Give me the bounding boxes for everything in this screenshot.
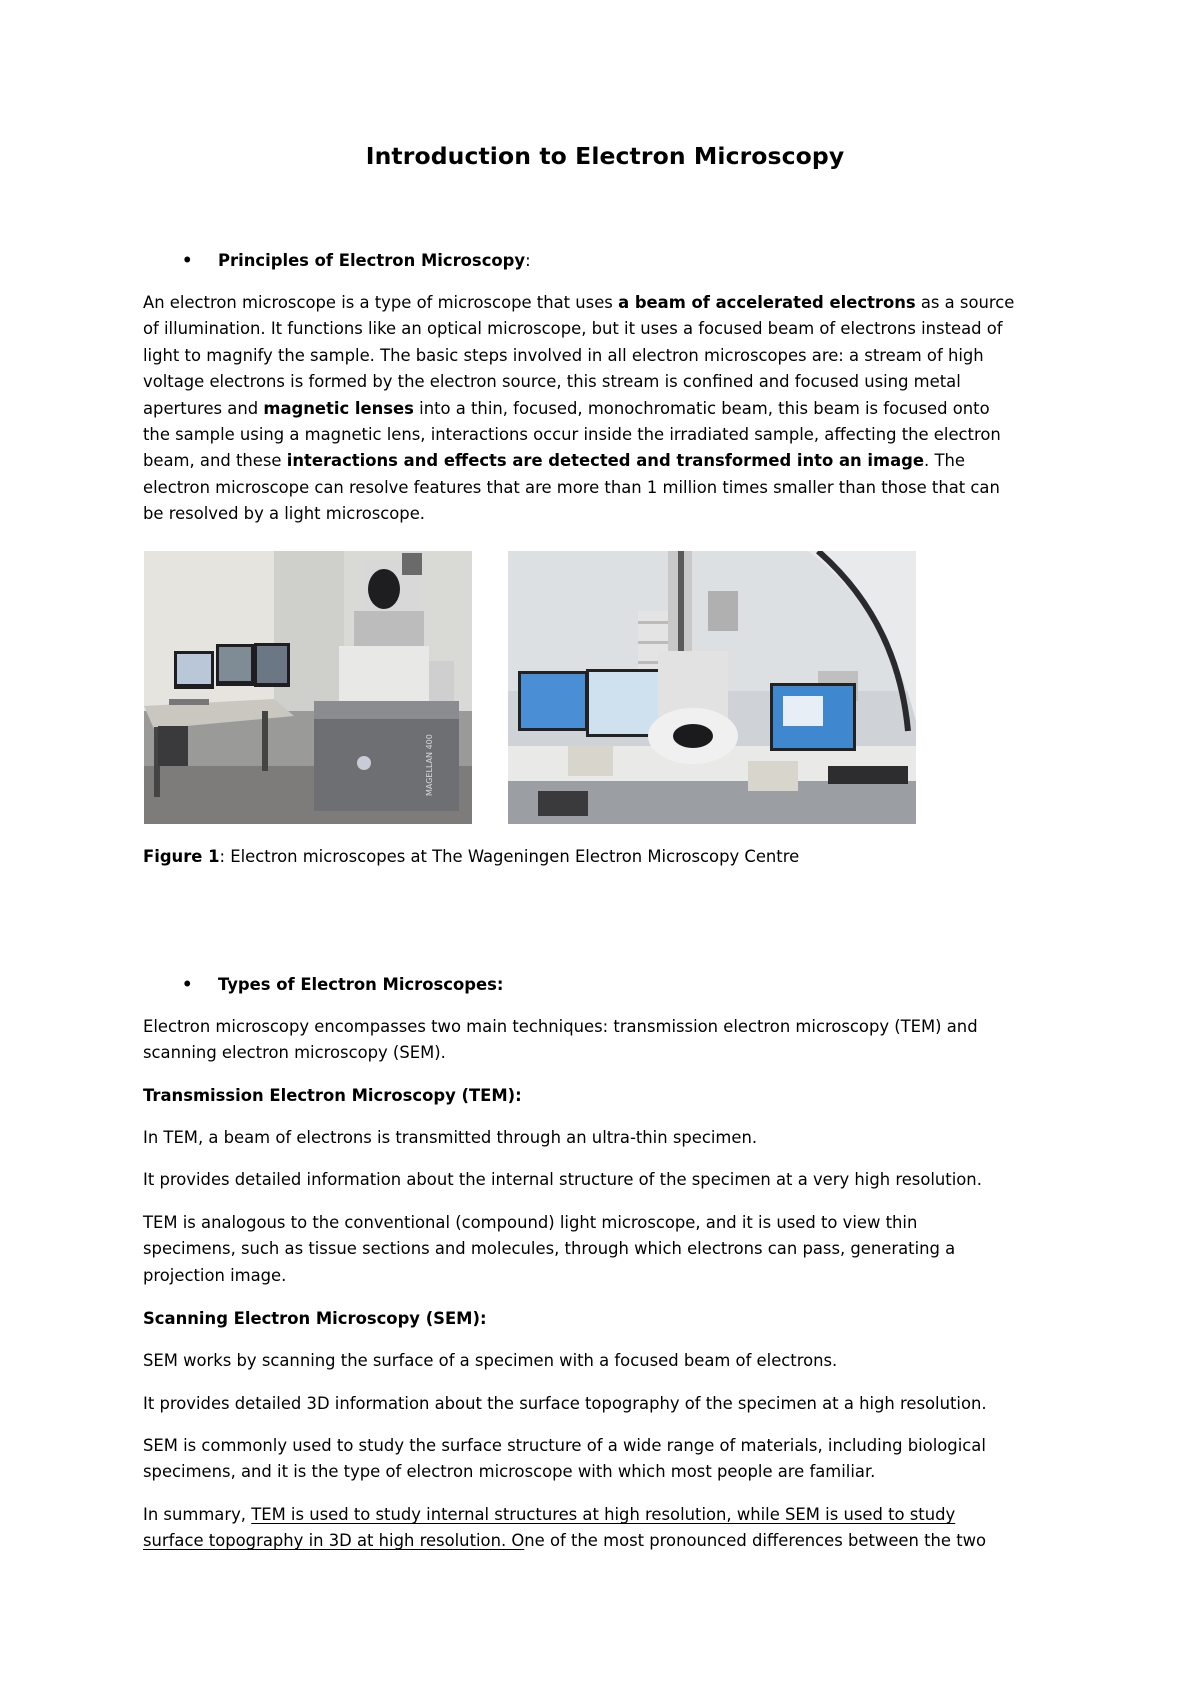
sem-heading: Scanning Electron Microscopy (SEM): — [143, 1309, 487, 1328]
summary-underline: surface topography in 3D at high resolution. O — [143, 1531, 525, 1551]
tem-paragraph-3: TEM is analogous to the conventional (compound) light microscope, and it is used to view thin specimens, such as tissue sections and molecules, through which electrons can pass, generating a projection image. — [143, 1213, 956, 1285]
types-intro-paragraph: Electron microscopy encompasses two main techniques: transmission electron microscopy (TEM) and scanning electron microscopy (SEM). — [143, 1017, 978, 1063]
paragraph-line: apertures and magnetic lenses into a thin, focused, monochromatic beam, this beam is focused onto — [143, 398, 990, 418]
paragraph-line: An electron microscope is a type of microscope that uses a beam of accelerated electrons as a source — [143, 293, 1015, 312]
tem-paragraph-2: It provides detailed information about the internal structure of the specimen at a very high resolution. — [143, 1170, 982, 1189]
paragraph-line: be resolved by a light microscope. — [143, 504, 426, 524]
principles-paragraph — [143, 290, 1073, 528]
bullet-icon: • — [182, 251, 193, 270]
document-title: Introduction to Electron Microscopy — [365, 142, 845, 170]
figure-caption — [143, 844, 1073, 870]
paragraph-line: of illumination. It functions like an optical microscope, but it uses a focused beam of electrons instead of — [143, 319, 1003, 339]
summary-underline: TEM is used to study internal structures at high resolution, while SEM is used to study — [251, 1505, 956, 1524]
summary-paragraph: In summary, TEM is used to study internal structures at high resolution, while SEM is used to study surface topography in 3D at high resolution. One of the most pronounced differences between the two — [143, 1505, 987, 1551]
paragraph-line: voltage electrons is formed by the electron source, this stream is confined and focused using metal — [143, 372, 961, 392]
heading-text: Principles of Electron Microscopy — [218, 251, 526, 270]
sem-paragraph-2: It provides detailed 3D information about the surface topography of the specimen at a high resolution. — [143, 1394, 987, 1413]
sem-paragraph-1: SEM works by scanning the surface of a specimen with a focused beam of electrons. — [143, 1351, 838, 1370]
sem-paragraph-3: SEM is commonly used to study the surface structure of a wide range of materials, including biological specimens, and it is the type of electron microscope with which most people are familiar. — [143, 1436, 986, 1482]
paragraph-line: light to magnify the sample. The basic steps involved in all electron microscopes are: a stream of high — [143, 345, 984, 365]
cabinet-label: MAGELLAN 400 — [425, 734, 434, 796]
bullet-icon: • — [182, 975, 193, 994]
figure-label: Figure 1 — [143, 847, 220, 866]
figure-caption-text: : Electron microscopes at The Wageningen Electron Microscopy Centre — [219, 847, 800, 866]
tem-heading: Transmission Electron Microscopy (TEM): — [143, 1086, 522, 1105]
heading-text: Types of Electron Microscopes: — [218, 975, 504, 994]
tem-lab-photo — [508, 551, 916, 824]
tem-paragraph-1: In TEM, a beam of electrons is transmitted through an ultra-thin specimen. — [143, 1128, 758, 1147]
paragraph-line: electron microscope can resolve features that are more than 1 million times smaller than those that can — [143, 477, 1000, 497]
paragraph-line: beam, and these interactions and effects are detected and transformed into an image. The — [143, 451, 965, 471]
sem-lab-photo — [144, 551, 472, 824]
heading-suffix: : — [525, 251, 531, 270]
paragraph-line: the sample using a magnetic lens, interactions occur inside the irradiated sample, affecting the electron — [143, 425, 1001, 445]
